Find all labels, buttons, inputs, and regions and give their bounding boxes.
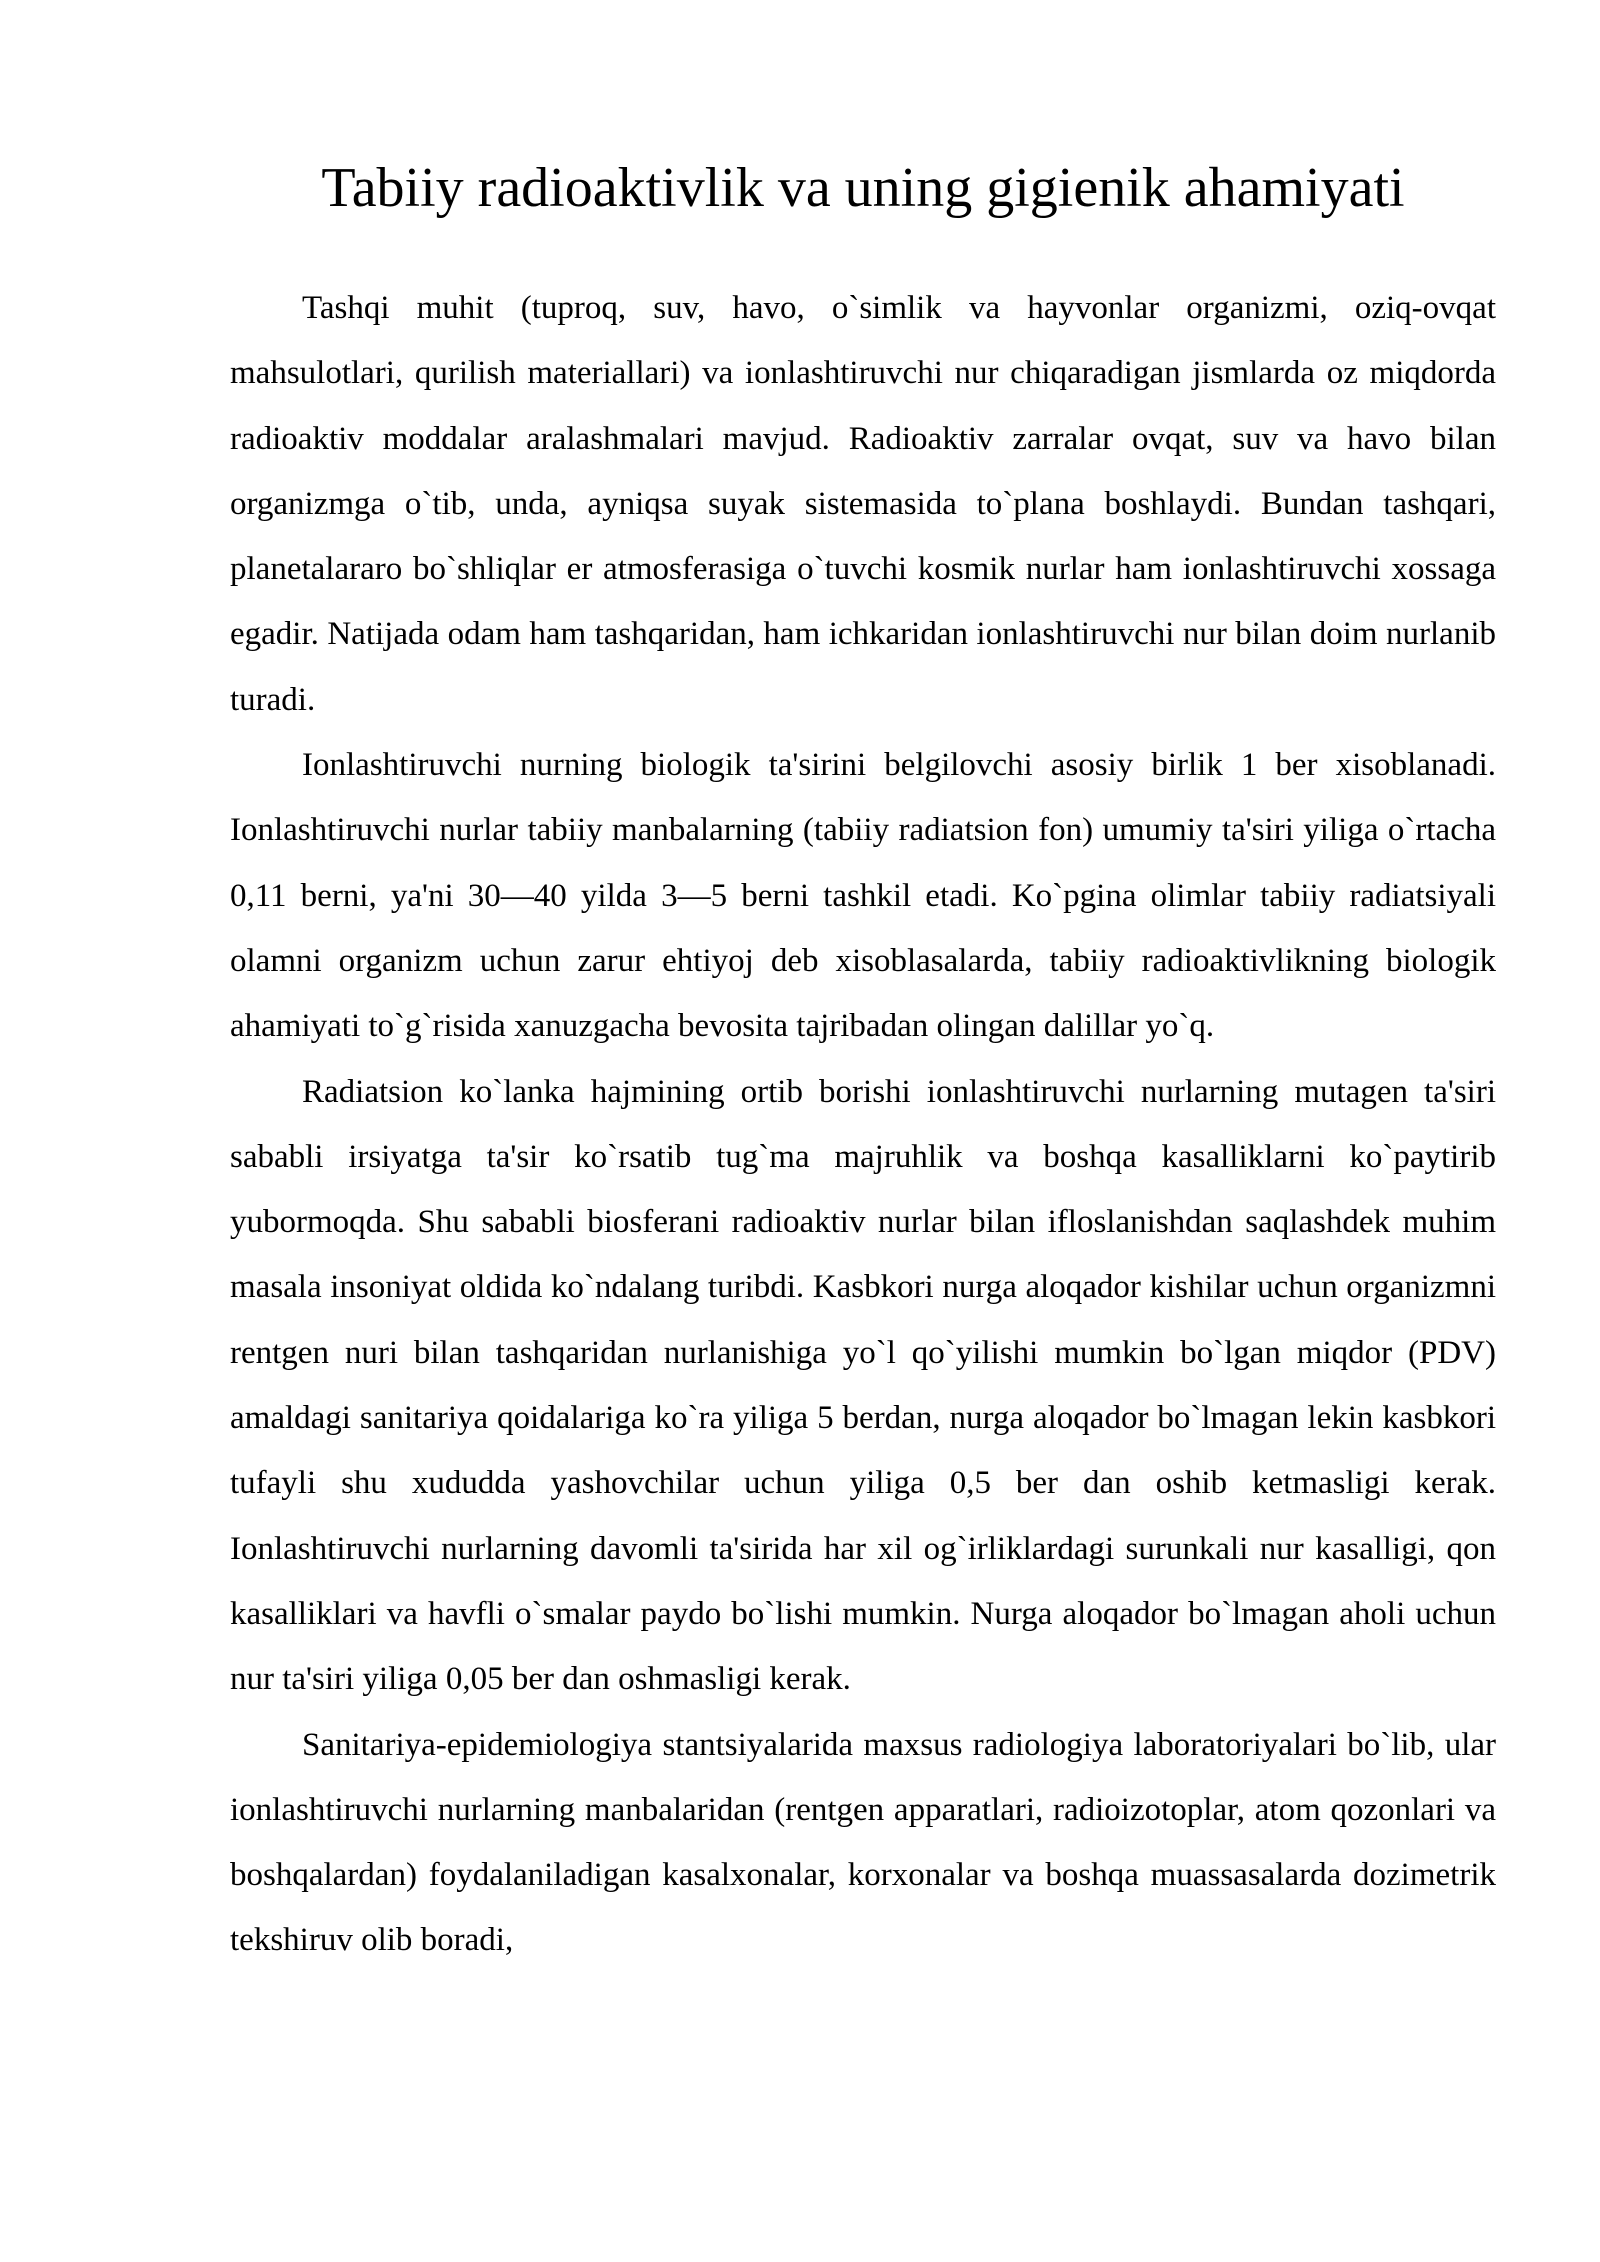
page-title: Tabiiy radioaktivlik va uning gigienik ahamiyati [321, 157, 1405, 219]
paragraph-1: Tashqi muhit (tuproq, suv, havo, o`simlik va hayvonlar organizmi, oziq-ovqat mahsulotlari, qurilish materiallari) va ionlashtiruvchi nur chiqaradigan jismlarda oz miqdorda radioaktiv moddalar aralashmalari mavjud. Radioaktiv zarralar ovqat, suv va havo bilan organizmga o`tib, unda, ayniqsa suyak sistemasida to`plana boshlaydi. Bundan tashqari, planetalararo bo`shliqlar er atmosferasiga o`tuvchi kosmik nurlar ham ionlashtiruvchi xossaga egadir. Natijada odam ham tashqaridan, ham ichkaridan ionlashtiruvchi nur bilan doim nurlanib turadi. [230, 290, 1496, 718]
paragraph-2: Ionlashtiruvchi nurning biologik ta'sirini belgilovchi asosiy birlik 1 ber xisoblanadi. Ionlashtiruvchi nurlar tabiiy manbalarning (tabiiy radiatsion fon) umumiy ta'siri yiliga o`rtacha 0,11 berni, ya'ni 30—40 yilda 3—5 berni tashkil etadi. Ko`pgina olimlar tabiiy radiatsiyali olamni organizm uchun zarur ehtiyoj deb xisoblasalarda, tabiiy radioaktivlikning biologik ahamiyati to`g`risida xanuzgacha bevosita tajribadan olingan dalillar yo`q. [230, 747, 1496, 1045]
paragraph-3: Radiatsion ko`lanka hajmining ortib borishi ionlashtiruvchi nurlarning mutagen ta'siri sababli irsiyatga ta'sir ko`rsatib tug`ma majruhlik va boshqa kasalliklarni ko`paytirib yubormoqda. Shu sababli biosferani radioaktiv nurlar bilan ifloslanishdan saqlashdek muhim masala insoniyat oldida ko`ndalang turibdi. Kasbkori nurga aloqador kishilar uchun organizmni rentgen nuri bilan tashqaridan nurlanishiga yo`l qo`yilishi mumkin bo`lgan miqdor (PDV) amaldagi sanitariya qoidalariga ko`ra yiliga 5 berdan, nurga aloqador bo`lmagan lekin kasbkori tufayli shu xududda yashovchilar uchun yiliga 0,5 ber dan oshib ketmasligi kerak. Ionlashtiruvchi nurlarning davomli ta'sirida har xil og`irliklardagi surunkali nur kasalligi, qon kasalliklari va havfli o`smalar paydo bo`lishi mumkin. Nurga aloqador bo`lmagan aholi uchun nur ta'siri yiliga 0,05 ber dan oshmasligi kerak. [230, 1073, 1496, 1698]
document-body [230, 276, 1496, 1974]
paragraph-4: Sanitariya-epidemiologiya stantsiyalarida maxsus radiologiya laboratoriyalari bo`lib, ular ionlashtiruvchi nurlarning manbalaridan (rentgen apparatlari, radioizotoplar, atom qozonlari va boshqalardan) foydalaniladigan kasalxonalar, korxonalar va boshqa muassasalarda dozimetrik tekshiruv olib boradi, [230, 1726, 1496, 1959]
